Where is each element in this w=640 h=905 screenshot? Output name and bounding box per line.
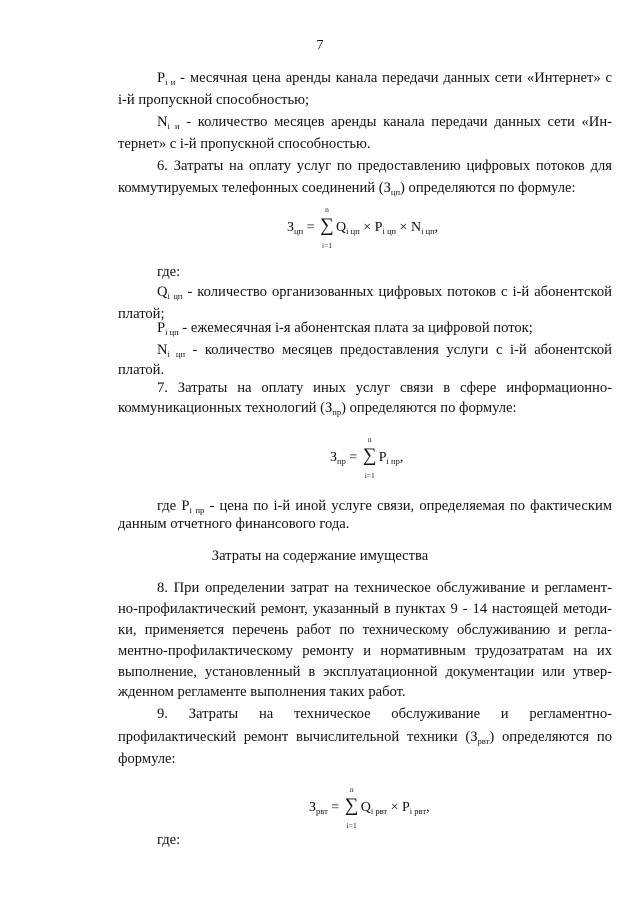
symbol-n: N [157, 114, 168, 130]
formula-digital-streams [287, 205, 439, 250]
item8-line5: выполнение, установленный в эксплуатационной документации или утвер- [118, 664, 612, 680]
item8-line1: 8. При определении затрат на техническое обслуживание и регламент- [157, 580, 612, 596]
item6-subscript: цп [390, 187, 401, 197]
formula1-p: P [374, 220, 383, 235]
formula3-sum-top: n [349, 785, 354, 794]
page-number: 7 [316, 38, 324, 53]
formula-computer-maintenance [309, 785, 430, 830]
formula2-lhs-sub: пр [337, 456, 346, 466]
formula1-sum-top: n [325, 205, 329, 214]
symbol-p-subscript: i и [165, 77, 176, 87]
formula3-sum-symbol: ∑ [344, 795, 359, 816]
formula3-end: , [426, 800, 430, 815]
formula1-times-2: × [399, 220, 408, 235]
symbol-n-subscript: i и [167, 121, 180, 131]
price-definition-text: - цена по i-й иной услуге связи, определяемая по фактическим [209, 498, 612, 514]
formula3-times: × [390, 800, 399, 815]
formula1-lhs-sub: цп [294, 226, 304, 236]
formula1-lhs: З [287, 220, 295, 235]
item9-line3: формуле: [118, 751, 176, 767]
where-label-1: где: [157, 264, 181, 280]
formula2-sum-symbol: ∑ [362, 445, 377, 466]
item7-subscript: пр [332, 407, 342, 417]
item6-line2-text: коммутируемых телефонных соединений (З [118, 180, 391, 196]
formula3-lhs-sub: рвт [316, 806, 328, 816]
symbol-p2-sub: i цп [165, 327, 179, 337]
section-title: Затраты на содержание имущества [211, 548, 429, 564]
formula1-n: N [410, 220, 422, 235]
formula3-p-sub: i рвт [409, 806, 427, 816]
symbol-p2: P [157, 320, 166, 336]
definition-q-text: - количество организованных цифровых потоков с i-й абонентской [187, 284, 612, 300]
formula3-p: P [402, 800, 410, 815]
formula1-q-sub: i цп [346, 226, 360, 236]
definition-p-line2: i-й пропускной способностью; [118, 92, 310, 108]
price-definition-sub: i пр [189, 505, 205, 515]
formula2-sum-top: n [367, 435, 372, 444]
summation-icon [362, 435, 378, 480]
definition-n2-line1 [157, 342, 612, 363]
formula3-q-sub: i рвт [370, 806, 388, 816]
where-label-2: где: [157, 832, 181, 848]
formula1-sum-bottom: i=1 [321, 241, 333, 250]
formula2-p-sub: i пр [386, 456, 400, 466]
item8-line2: но-профилактический ремонт, указанный в пунктах 9 - 14 настоящей методи- [118, 601, 612, 617]
item9-line1: 9. Затраты на техническое обслуживание и регламентно- [157, 706, 612, 722]
formula2-end: , [399, 450, 404, 465]
symbol-p: P [157, 70, 166, 86]
item8-line6: жденном регламенте выполнения таких работ. [118, 684, 406, 700]
formula1-n-sub: i цп [421, 226, 435, 236]
price-definition-line2: данным отчетного финансового года. [118, 516, 350, 532]
symbol-q-sub: i цп [167, 291, 183, 301]
formula1-end: , [434, 220, 439, 235]
definition-n2-line2: платой. [118, 362, 165, 378]
definition-p-text: - месячная цена аренды канала передачи данных сети «Интернет» с [180, 70, 612, 86]
item7-line2 [118, 400, 517, 421]
item6-line2 [118, 180, 576, 201]
item8-line3: ки, применяется перечень работ по техническому обслуживанию и регла- [118, 622, 612, 638]
item7-line2-end: ) определяются по формуле: [341, 400, 517, 416]
summation-icon [344, 785, 360, 830]
symbol-n2-sub: i цп [167, 349, 185, 359]
definition-n-text: - количество месяцев аренды канала передачи данных сети «Ин- [186, 114, 612, 130]
item7-line1: 7. Затраты на оплату иных услуг связи в сфере информационно- [157, 380, 612, 396]
formula2-equals: = [349, 450, 358, 465]
definition-q-line2: платой; [118, 306, 165, 322]
definition-p2-text: - ежемесячная i-я абонентская плата за цифровой поток; [182, 320, 533, 336]
definition-p-digital [157, 320, 533, 341]
formula3-equals: = [331, 800, 340, 815]
summation-icon [319, 205, 335, 250]
formula3-q: Q [360, 800, 371, 815]
price-definition-start: где P [157, 498, 190, 514]
item9-line2 [118, 729, 612, 750]
formula3-lhs: З [309, 800, 317, 815]
item9-line2-end: ) определяются по [489, 729, 613, 745]
definition-n2-text: - количество месяцев предоставления услуги с i-й абонентской [192, 342, 612, 358]
formula1-p-sub: i цп [382, 226, 397, 236]
symbol-n2: N [157, 342, 168, 358]
definition-n-line2: тернет» с i-й пропускной способностью. [118, 136, 371, 152]
definition-p-line1 [157, 70, 612, 91]
formula1-q: Q [336, 220, 347, 235]
formula-other-services [330, 435, 404, 480]
formula2-lhs: З [330, 450, 338, 465]
formula1-times-1: × [363, 220, 372, 235]
item9-subscript: рвт [477, 736, 490, 746]
item8-line4: ментно-профилактическому ремонту и нормативным трудозатратам на их [118, 643, 612, 659]
formula2-sum-bottom: i=1 [364, 471, 375, 480]
item6-line2-end: ) определяются по формуле: [400, 180, 576, 196]
formula3-sum-bottom: i=1 [346, 821, 357, 830]
symbol-q: Q [157, 284, 168, 300]
item6-line1: 6. Затраты на оплату услуг по предоставлению цифровых потоков для [157, 158, 612, 174]
item7-line2-text: коммуникационных технологий (З [118, 400, 333, 416]
formula1-sum-symbol: ∑ [320, 215, 334, 236]
formula1-equals: = [306, 220, 315, 235]
definition-n-line1 [157, 114, 612, 135]
definition-q-line1 [157, 284, 612, 305]
item9-line2-text: профилактический ремонт вычислительной техники (З [118, 729, 478, 745]
formula2-p: P [378, 450, 387, 465]
